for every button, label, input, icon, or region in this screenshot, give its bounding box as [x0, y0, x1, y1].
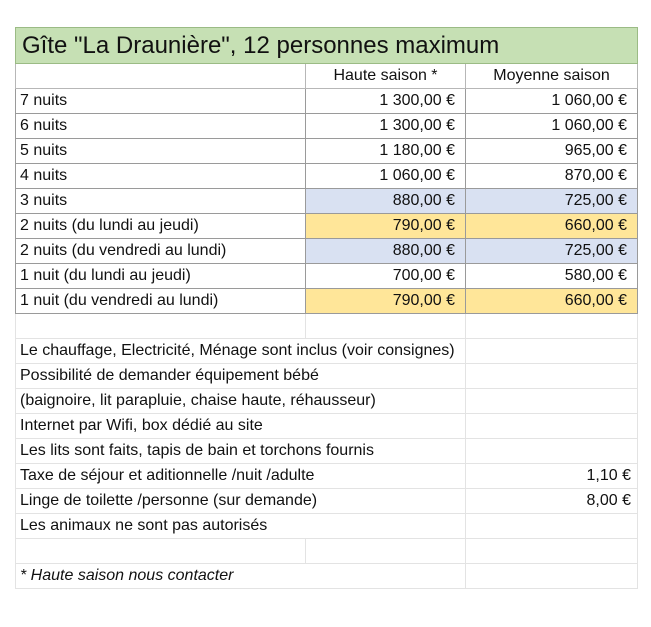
info-value [466, 514, 638, 539]
price-row [16, 214, 638, 239]
info-text: Linge de toilette /personne (sur demande) [16, 489, 466, 514]
empty-row [16, 539, 638, 564]
price-haute: 790,00 € [306, 289, 466, 314]
info-row [16, 389, 638, 414]
price-haute: 1 300,00 € [306, 114, 466, 139]
price-haute: 1 300,00 € [306, 89, 466, 114]
info-value [466, 339, 638, 364]
price-moyenne: 660,00 € [466, 214, 638, 239]
empty-cell [16, 314, 306, 339]
note-row [16, 564, 638, 589]
empty-cell [466, 539, 638, 564]
price-row [16, 289, 638, 314]
price-label: 5 nuits [16, 139, 306, 164]
footnote: * Haute saison nous contacter [16, 564, 466, 589]
price-label: 4 nuits [16, 164, 306, 189]
price-haute: 880,00 € [306, 189, 466, 214]
empty-cell [306, 314, 466, 339]
price-moyenne: 870,00 € [466, 164, 638, 189]
price-row [16, 89, 638, 114]
price-haute: 700,00 € [306, 264, 466, 289]
empty-cell [466, 564, 638, 589]
info-text: Les animaux ne sont pas autorisés [16, 514, 466, 539]
info-value [466, 364, 638, 389]
info-row [16, 514, 638, 539]
price-label: 1 nuit (du lundi au jeudi) [16, 264, 306, 289]
tarif-sheet [15, 27, 638, 589]
price-haute: 1 180,00 € [306, 139, 466, 164]
header-row [16, 64, 638, 89]
info-row [16, 439, 638, 464]
title-row [16, 28, 638, 64]
empty-cell [16, 539, 306, 564]
info-text: Taxe de séjour et aditionnelle /nuit /adulte [16, 464, 466, 489]
price-haute: 1 060,00 € [306, 164, 466, 189]
empty-row [16, 314, 638, 339]
price-moyenne: 660,00 € [466, 289, 638, 314]
price-label: 2 nuits (du lundi au jeudi) [16, 214, 306, 239]
info-value: 1,10 € [466, 464, 638, 489]
price-row [16, 239, 638, 264]
info-value [466, 439, 638, 464]
header-moyenne-saison: Moyenne saison [466, 64, 638, 89]
info-text: Les lits sont faits, tapis de bain et torchons fournis [16, 439, 466, 464]
price-row [16, 189, 638, 214]
info-row [16, 489, 638, 514]
info-row [16, 364, 638, 389]
info-row [16, 339, 638, 364]
info-value [466, 389, 638, 414]
price-label: 1 nuit (du vendredi au lundi) [16, 289, 306, 314]
price-row [16, 164, 638, 189]
info-text: Internet par Wifi, box dédié au site [16, 414, 466, 439]
price-label: 6 nuits [16, 114, 306, 139]
price-moyenne: 965,00 € [466, 139, 638, 164]
price-label: 7 nuits [16, 89, 306, 114]
price-moyenne: 725,00 € [466, 189, 638, 214]
price-haute: 790,00 € [306, 214, 466, 239]
info-value: 8,00 € [466, 489, 638, 514]
sheet-title: Gîte "La Draunière", 12 personnes maximum [16, 28, 638, 64]
tarif-table [15, 27, 638, 589]
info-value [466, 414, 638, 439]
info-text: Possibilité de demander équipement bébé [16, 364, 466, 389]
info-row [16, 464, 638, 489]
price-moyenne: 580,00 € [466, 264, 638, 289]
price-row [16, 264, 638, 289]
price-moyenne: 1 060,00 € [466, 114, 638, 139]
info-text: (baignoire, lit parapluie, chaise haute, réhausseur) [16, 389, 466, 414]
price-haute: 880,00 € [306, 239, 466, 264]
info-row [16, 414, 638, 439]
price-moyenne: 1 060,00 € [466, 89, 638, 114]
price-row [16, 139, 638, 164]
price-label: 3 nuits [16, 189, 306, 214]
price-row [16, 114, 638, 139]
empty-cell [306, 539, 466, 564]
info-text: Le chauffage, Electricité, Ménage sont inclus (voir consignes) [16, 339, 466, 364]
price-label: 2 nuits (du vendredi au lundi) [16, 239, 306, 264]
header-haute-saison: Haute saison * [306, 64, 466, 89]
price-moyenne: 725,00 € [466, 239, 638, 264]
empty-cell [466, 314, 638, 339]
header-empty-cell [16, 64, 306, 89]
